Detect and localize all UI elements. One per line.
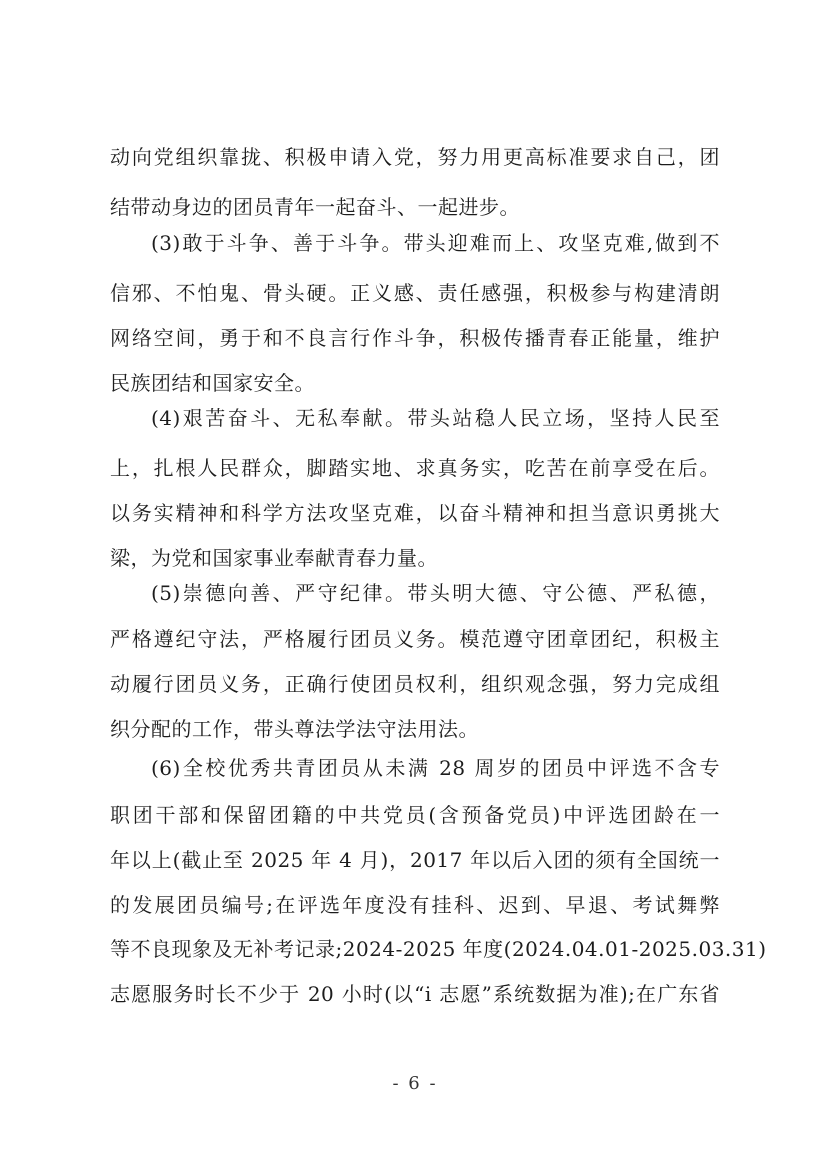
text-line: 以务实精神和科学方法攻坚克难，以奋斗精神和担当意识勇挑大 [110,501,720,525]
text-line: 动履行团员义务，正确行使团员权利，组织观念强，努力完成组 [110,672,720,696]
text-line: 梁，为党和国家事业奉献青春力量。 [110,546,438,570]
text-line: 的发展团员编号;在评选年度没有挂科、迟到、早退、考试舞弊 [110,893,720,917]
text-line: 动向党组织靠拢、积极申请入党，努力用更高标准要求自己，团 [110,145,720,169]
paragraph-5-first-line: (5)崇德向善、严守纪律。带头明大德、守公德、严私德， [151,581,720,605]
text-line: 信邪、不怕鬼、骨头硬。正义感、责任感强，积极参与构建清朗 [110,281,720,305]
text-line: 网络空间，勇于和不良言行作斗争，积极传播青春正能量，维护 [110,326,720,350]
text-line: 年以上(截止至 2025 年 4 月)，2017 年以后入团的须有全国统一 [110,848,720,872]
text-line: 严格遵纪守法，严格履行团员义务。模范遵守团章团纪，积极主 [110,627,720,651]
paragraph-3-first-line: (3)敢于斗争、善于斗争。带头迎难而上、攻坚克难,做到不 [151,231,720,255]
text-line: 等不良现象及无补考记录;2024-2025 年度(2024.04.01-2025.03.31) [110,937,767,961]
paragraph-6-first-line: (6)全校优秀共青团员从未满 28 周岁的团员中评选不含专 [151,756,720,780]
text-line: 结带动身边的团员青年一起奋斗、一起进步。 [110,195,520,219]
text-line: 志愿服务时长不少于 20 小时(以“i 志愿”系统数据为准);在广东省 [110,982,720,1006]
paragraph-4-first-line: (4)艰苦奋斗、无私奉献。带头站稳人民立场，坚持人民至 [151,406,720,430]
text-line: 民族团结和国家安全。 [110,371,315,395]
text-line: 织分配的工作，带头尊法学法守法用法。 [110,717,479,741]
page-number: - 6 - [392,1073,438,1094]
text-line: 职团干部和保留团籍的中共党员(含预备党员)中评选团龄在一 [110,803,720,827]
text-line: 上，扎根人民群众，脚踏实地、求真务实，吃苦在前享受在后。 [110,456,720,480]
